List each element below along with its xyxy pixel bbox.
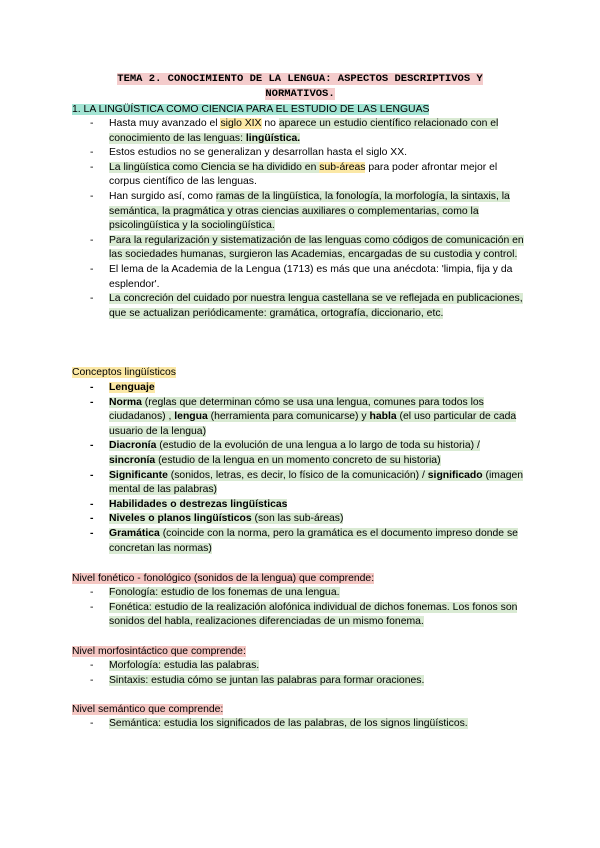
list-item: - Hasta muy avanzado el siglo XIX no aparece un estudio científico relacionado con el conocimiento de las lenguas: lingüística. <box>90 118 499 144</box>
list-item: - Habilidades o destrezas lingüísticas <box>90 498 288 510</box>
list-item: - La concreción del cuidado por nuestra lengua castellana se ve reflejada en publicaciones, que se actualizan periódicamente: gramática, ortografía, diccionario, etc. <box>90 293 523 319</box>
list-item: - Sintaxis: estudia cómo se juntan las palabras para formar oraciones. <box>90 674 425 686</box>
list-item: - Significante (sonidos, letras, es decir, lo físico de la comunicación) / significado (imagen mental de las palabras) <box>90 469 524 496</box>
list-item: - El lema de la Academia de la Lengua (1713) es más que una anécdota: 'limpia, fija y da esplendor'. <box>90 263 513 290</box>
list-item: - Lenguaje <box>90 382 155 393</box>
section-heading-fonetico: Nivel fonético - fonológico (sonidos de la lengua) que comprende: <box>72 573 375 584</box>
list-item: - Niveles o planos lingüísticos (son las sub-áreas) <box>90 513 344 525</box>
section-linguistica-list <box>72 117 528 321</box>
title-line-2: NORMATIVOS. <box>265 88 335 100</box>
title-line-1: TEMA 2. CONOCIMIENTO DE LA LENGUA: ASPECTOS DESCRIPTIVOS Y <box>117 73 483 85</box>
list-item: - Norma (reglas que determinan cómo se usa una lengua, comunes para todos los ciudadanos) , lengua (herramienta para comunicarse) y habla (el uso particular de cada usuario de la lengua) <box>90 396 517 437</box>
section-semantico-list <box>72 717 528 732</box>
section-heading-semantico: Nivel semántico que comprende: <box>72 704 224 715</box>
list-item: - La lingüística como Ciencia se ha dividido en sub-áreas para poder afrontar mejor el corpus científico de las lenguas. <box>90 161 498 188</box>
list-item: - Han surgido así, como ramas de la lingüística, la fonología, la morfología, la sintaxis, la semántica, la pragmática y otras ciencias auxiliares o complementarias, como la psicolingüística y la sociolingüística. <box>90 190 510 232</box>
list-item: - Estos estudios no se generalizan y desarrollan hasta el siglo XX. <box>90 147 408 159</box>
list-item: - Para la regularización y sistematización de las lenguas como códigos de comunicación en las sociedades humanas, surgieron las Academias, encargadas de su custodia y control. <box>90 234 524 261</box>
section-conceptos-list <box>72 381 528 556</box>
list-item: - Fonología: estudio de los fonemas de una lengua. <box>90 587 340 598</box>
document-title <box>72 72 528 102</box>
list-item: - Diacronía (estudio de la evolución de una lengua a lo largo de toda su historia) / sincronía (estudio de la lengua en un momento concreto de su historia) <box>90 440 480 466</box>
section-heading-linguistica: 1. LA LINGÜÍSTICA COMO CIENCIA PARA EL ESTUDIO DE LAS LENGUAS <box>72 104 430 115</box>
section-heading-conceptos: Conceptos lingüísticos <box>72 367 176 378</box>
section-fonetico-list <box>72 586 528 630</box>
section-morfosintactico-list <box>72 659 528 688</box>
list-item: - Gramática (coincide con la norma, pero la gramática es el documento impreso donde se concretan las normas) <box>90 527 518 554</box>
list-item: - Semántica: estudia los significados de las palabras, de los signos lingüísticos. <box>90 718 468 729</box>
list-item: - Morfología: estudia las palabras. <box>90 660 260 671</box>
list-item: - Fonética: estudio de la realización alofónica individual de dichos fonemas. Los fonos son sonidos del habla, realizaciones diferenciadas de un mismo fonema. <box>90 601 518 628</box>
section-heading-morfosintactico: Nivel morfosintáctico que comprende: <box>72 646 246 657</box>
